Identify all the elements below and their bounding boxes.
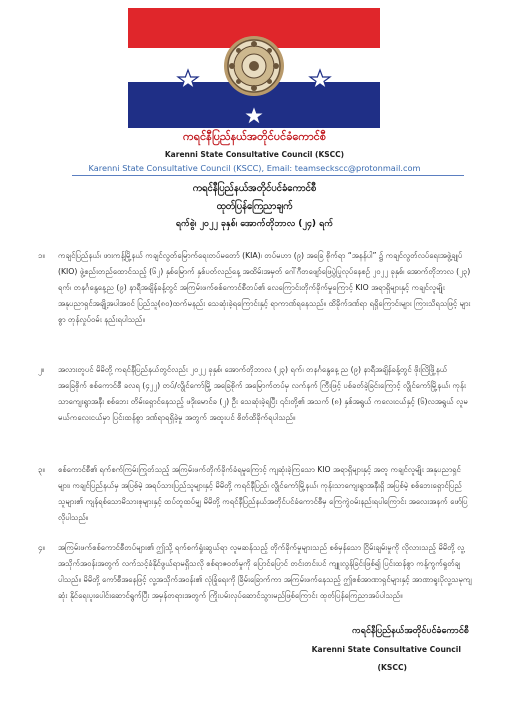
left-star-icon <box>178 70 198 89</box>
header-divider <box>72 175 464 176</box>
org-name-burmese: ကရင်နီပြည်နယ်အတိုင်ပင်ခံကောင်စီ <box>182 130 327 143</box>
central-seal-icon <box>224 36 284 96</box>
paragraph-text: စစ်ကောင်စီ၏ ရက်စက်ကြမ်းကြုတ်သည့် အကြမ်းဖက်တိုက်ခိုက်ခံရမှုကြောင့် ကျဆုံးခဲ့ကြသော KIO အရာရှိများနှင့် အတူ ကချင်လူမျိုး အနုပညာရှင်များ၊ ကချင်ပြည်နယ်မှ အပြစ်မဲ့ အရပ်သားပြည်သူများနှင့် မိမိတို့ ကရင်နီပြည်၊ လွိုင်ကော်မြို့နယ်၊ ကုန်းသာကျေးရွာအနီးရှိ အပြစ်မဲ့ စစ်ဘေးရှောင်ပြည်သူများ၏ ကျန်ရစ်သောမိသားစုများနှင့် ထပ်တူထပ်မျှ မိမိတို့ ကရင်နီပြည်နယ်အတိုင်ပင်ခံကောင်စီမှ ကြေကွဲဝမ်းနည်းရပါကြောင်း အလေးအနက် ဖော်ပြလိုပါသည်။ <box>58 465 468 522</box>
signature-abbreviation: (KSCC) <box>377 663 407 672</box>
paragraph-number: ၂။ <box>38 365 45 374</box>
contact-line: Karenni State Consultative Council (KSCC), Email: teamseckscc@protonmail.com <box>88 163 421 173</box>
statement-org: ကရင်နီပြည်နယ်အတိုင်ပင်ခံကောင်စီ <box>192 183 317 194</box>
paragraph-number: ၃။ <box>38 465 45 474</box>
signature-english: Karenni State Consultative Council <box>311 645 461 654</box>
flag-emblem <box>128 8 380 128</box>
paragraph-number: ၄။ <box>38 543 45 552</box>
statement-date: ရက်စွဲ၊ ၂၀၂၂ ခုနှစ်၊ အောက်တိုဘာလ (၂၄) ရက် <box>175 219 334 229</box>
org-name-english: Karenni State Consultative Council (KSCC) <box>164 150 345 159</box>
statement-title: ထုတ်ပြန်ကြေညာချက် <box>216 201 293 212</box>
bottom-star-icon <box>244 106 264 125</box>
kscc-flag-logo <box>128 8 380 128</box>
paragraph-text: အလားတူပင် မိမိတို့ ကရင်နီပြည်နယ်တွင်လည်း ၂၀၂၂ ခုနှစ်၊ အောက်တိုဘာလ (၂၃) ရက်၊ တနင်္ဂနွေနေ့ ည (၉) နာရီအချိန်ခန့်တွင် ဖိုးလြိဖြို့နယ်အခြေစိုက် စစ်ကောင်စီ ခလရ (၄၂၂) တပ်/လွိုင်ကော်မြို့ အခြေစိုက် အမြောက်တပ်မှ လက်နက် ကြီးဖြင့် ပစ်ခတ်ခဲ့ခြင်းကြောင့် လွိုင်ကော်မြို့နယ်၊ ကုန်းသာကျေးရွာအနီး စစ်ဘေး တိမ်းရှောင်နေသည့် ဖဒိုးမောင်ခ (၂) ဦး သေဆုံးခဲ့ရပြီး ၎င်းတို့၏ အသက် (၈) နှစ်အရွယ် ကလေးငယ်နှင့် (၆)လအရွယ် လူမမယ်ကလေးငယ်မှာ ပြင်းထန်စွာ ဒဏ်ရာရရှိခဲ့မှု အတွက် အထူးပင် စိတ်ထိခိုက်ရပါသည်။ <box>58 365 468 422</box>
paragraph-number: ၁။ <box>38 251 45 260</box>
paragraph-text: ကချင်ပြည်နယ်၊ ဖားကန့်မြို့နယ် ကချင်လွတ်မြောက်ရေးတပ်မတော် (KIA)၊ တပ်မဟာ (၉) အခြေ စိုက်ရာ “အနန်ပါ” ၌ ကချင်လွတ်လပ်ရေးအဖွဲ့ချုပ် (KIO) ဖွဲ့စည်းတည်ထောင်သည့် (၆၂) နှစ်မြောက် နှစ်ပတ်လည်နေ့ အထိမ်းအမှတ် ဂေါ်ဂီတဖျော်ဖြေပွဲပြုလုပ်နေစဉ် ၂၀၂၂ ခုနှစ်၊ အောက်တိုဘာလ (၂၃) ရက်၊ တနင်္ဂနွေနေ့ည (၉) နာရီအချိန်ခန့်တွင် အကြမ်းဖက်စစ်ကောင်စီတပ်၏ လေကြောင်းတိုက်ခိုက်မှုကြောင့် KIO အရာရှိများနှင့် ကချင်လူမျိုး အနုပညာရှင်အချို့အပါအဝင် ပြည်သူ(၈၀)ထက်မနည်း သေဆုံးခဲ့ရကြောင်းနှင့် ရာကာဏ်ရနေသည်။ ထိခိုက်ဒဏ်ရာ ရရှိကြောင်းများ ကြားသိရသဖြင့် များစွာ တုန်လှုပ်ဝမ်း နည်းရပါသည်။ <box>58 251 471 324</box>
right-star-icon <box>310 70 330 89</box>
paragraph-2 <box>38 362 472 426</box>
paragraph-3 <box>38 462 472 526</box>
paragraph-text: အကြမ်းဖက်စစ်ကောင်စီတပ်များ၏ ဤသို့ ရက်စက်ရှုံးဆွယ်ရာ လူမဆန်သည့် တိုက်ခိုက်မှုများသည် စစ်မှန်သော ငြိမ်းချမ်းမှုကို လိုလားသည့် မိမိတို့ လူ့အသိုက်အဝန်းအတွက် လက်သင့်ခံနိုင်ဖွယ်ရာမရှိသလို စစ်ရာဇဝတ်မှုကို ပြောင်ပြောင် တင်းတင်းပင် ကျူးလွန်ခြင်းဖြစ်၍ ပြင်းထန်စွာ ကန့်ကွက်ရှုတ်ချပါသည်။ မိမိတို့ ကော်စီအနေဖြင့် လူ့အသိုက်အဝန်း၏ လုံခြုံရေးကို ခြိမ်းခြောက်ကာ အကြမ်းဖက်နေသည့် ဤစစ်အာဏာရှင်များနှင့် အာဏာရူးပိုလူ့သမုကျဆုံး နိုင်ရေးပူးပေါင်းဆောင်ရွက်ပြီး အမှန်တရားအတွက် ကြိုးပမ်းလုပ်ဆောင်သွားမည်ဖြစ်ကြောင်း ထုတ်ပြန်ကြေညာအပ်ပါသည်။ <box>58 543 472 600</box>
paragraph-1 <box>38 248 472 328</box>
signature-burmese: ကရင်နီပြည်နယ်အတိုင်ပင်ခံကောင်စီ <box>351 626 469 636</box>
paragraph-4 <box>38 540 472 604</box>
